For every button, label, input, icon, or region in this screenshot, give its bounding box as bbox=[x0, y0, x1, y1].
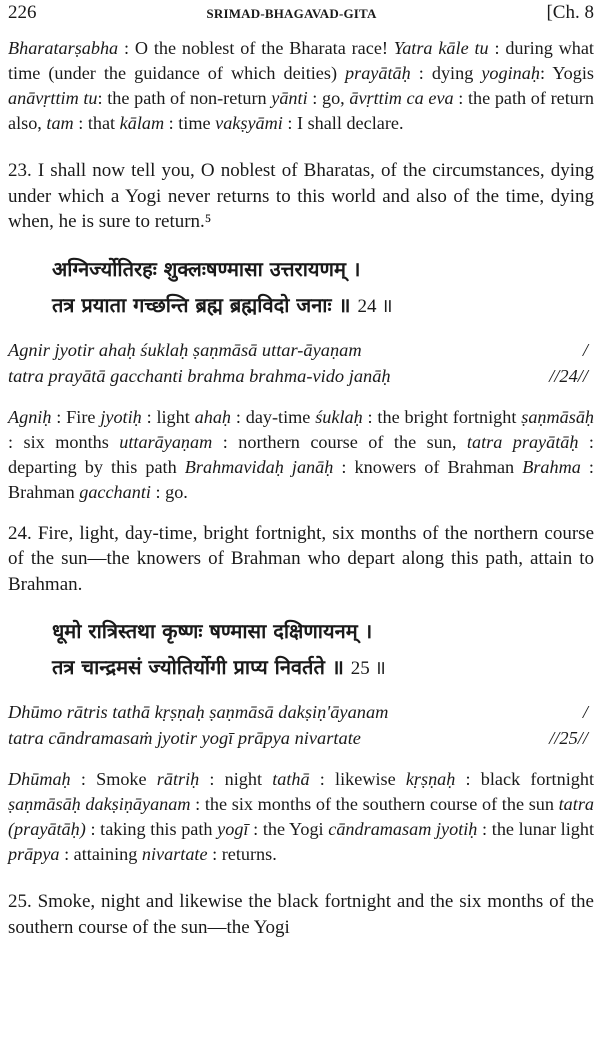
sanskrit-term: ṣaṇmāsāḥ bbox=[521, 406, 595, 427]
gloss-definition: : northern course of the sun, bbox=[212, 431, 467, 452]
sanskrit-term: tam bbox=[46, 113, 74, 133]
gloss-definition: : go, bbox=[307, 88, 350, 108]
gloss-definition: : during what time (under the guidance of which deities) bbox=[8, 38, 594, 83]
gloss-definition: : the six months of the southern course of the sun bbox=[190, 794, 559, 814]
gloss-definition: : the Yogi bbox=[248, 819, 329, 839]
gloss-definition: : the bright fortnight bbox=[362, 406, 522, 427]
sanskrit-term: uttarāyaṇam bbox=[119, 431, 213, 452]
sanskrit-term: anāvṛttim tu bbox=[8, 88, 98, 108]
sanskrit-line-1: धूमो रात्रिस्तथा कृष्णः षण्मासा दक्षिणायनम् । bbox=[52, 619, 373, 643]
word-gloss-verse-24 bbox=[8, 405, 594, 505]
sanskrit-term: prayātāḥ bbox=[345, 63, 411, 83]
gloss-definition: : night bbox=[199, 769, 273, 789]
sanskrit-term: jyotiḥ bbox=[100, 406, 142, 427]
sanskrit-verse-24 bbox=[8, 251, 594, 325]
word-gloss-verse-25 bbox=[8, 767, 594, 867]
sanskrit-term: tathā bbox=[272, 769, 310, 789]
gloss-definition: : attaining bbox=[59, 844, 142, 864]
sanskrit-term: Brahmavidaḥ janāḥ bbox=[184, 456, 334, 477]
page-number: 226 bbox=[8, 2, 37, 23]
gloss-definition: : likewise bbox=[309, 769, 406, 789]
transliteration-line-2: tatra prayātā gacchanti brahma brahma-vido janāḥ //24// bbox=[8, 365, 588, 386]
transliteration-line-2: tatra cāndramasaṁ jyotir yogī prāpya nivartate //25// bbox=[8, 728, 588, 748]
sanskrit-term: yogī bbox=[217, 819, 249, 839]
sanskrit-term: yānti bbox=[271, 88, 308, 108]
verse-number: 25 ॥ bbox=[350, 658, 386, 679]
gloss-definition: : day-time bbox=[231, 406, 316, 427]
gloss-definition: : Yogis bbox=[539, 63, 594, 83]
sanskrit-term: ahaḥ bbox=[194, 406, 232, 427]
gloss-definition: : the path of return also, bbox=[8, 88, 594, 133]
sanskrit-term: Bharatarṣabha bbox=[8, 38, 119, 58]
gloss-definition: : Smoke bbox=[70, 769, 157, 789]
translation-verse-25: 25. Smoke, night and likewise the black fortnight and the six months of the southern course of the sun—the Yogi bbox=[8, 891, 594, 938]
sanskrit-term: rātriḥ bbox=[156, 769, 200, 789]
sanskrit-term: kālam bbox=[119, 113, 165, 133]
sanskrit-line-2: तत्र चान्द्रमसं ज्योतिर्योगी प्राप्य निवर्तते ॥ 25 ॥ bbox=[52, 655, 386, 679]
sanskrit-line-2: तत्र प्रयाता गच्छन्ति ब्रह्म ब्रह्मविदो जनाः ॥ 24 ॥ bbox=[52, 292, 393, 317]
transliteration-line-1: Dhūmo rātris tathā kṛṣṇaḥ ṣaṇmāsā dakṣiṇ'āyanam / bbox=[8, 702, 588, 722]
gloss-definition: : six months bbox=[8, 431, 120, 452]
sanskrit-term: gacchanti bbox=[79, 481, 151, 502]
sanskrit-term: cāndramasam jyotiḥ bbox=[328, 819, 478, 839]
translation-verse-24: 24. Fire, light, day-time, bright fortnight, six months of the northern course of the sun—the knowers of Brahman who depart along this path, attain to Brahman. bbox=[8, 522, 594, 595]
verse-number: 24 ॥ bbox=[357, 295, 393, 317]
sanskrit-term: Yatra kāle tu bbox=[393, 38, 489, 58]
gloss-definition: : dying bbox=[410, 63, 482, 83]
chapter-label: [Ch. 8 bbox=[546, 2, 594, 23]
sanskrit-term: āvṛttim ca eva bbox=[349, 88, 454, 108]
sanskrit-term: tatra (prayātāḥ) bbox=[8, 794, 594, 839]
sanskrit-term: vakṣyāmi bbox=[215, 113, 283, 133]
gloss-definition: : time bbox=[164, 113, 216, 133]
gloss-definition: : black fortnight bbox=[455, 769, 594, 789]
sanskrit-line-1: अग्निर्ज्योतिरहः शुक्लःषण्मासा उत्तरायणम् । bbox=[52, 256, 361, 281]
sanskrit-term: Dhūmaḥ bbox=[8, 769, 71, 789]
sanskrit-term: kṛṣṇaḥ bbox=[405, 769, 456, 789]
gloss-definition: : O the noblest of the Bharata race! bbox=[118, 38, 394, 58]
gloss-definition: : Brahman bbox=[8, 456, 594, 502]
gloss-definition: : I shall declare. bbox=[282, 113, 404, 133]
transliteration-line-1: Agnir jyotir ahaḥ śuklaḥ ṣaṇmāsā uttar-āyaṇam / bbox=[8, 339, 588, 360]
sanskrit-term: prāpya bbox=[8, 844, 60, 864]
gloss-definition: : departing by this path bbox=[8, 431, 594, 477]
gloss-definition: : go. bbox=[150, 481, 188, 502]
sanskrit-term: nivartate bbox=[141, 844, 208, 864]
sanskrit-term: Agniḥ bbox=[8, 406, 52, 427]
sanskrit-term: ṣaṇmāsāḥ dakṣiṇāyanam bbox=[8, 794, 191, 814]
sanskrit-term: śuklaḥ bbox=[315, 406, 363, 427]
word-gloss-verse-22 bbox=[8, 36, 594, 136]
gloss-definition: : light bbox=[141, 406, 195, 427]
gloss-definition: : Fire bbox=[51, 406, 101, 427]
transliteration-verse-24 bbox=[8, 337, 594, 389]
gloss-definition: : the path of non-return bbox=[97, 88, 272, 108]
gloss-definition: : returns. bbox=[207, 844, 277, 864]
sanskrit-verse-25 bbox=[8, 613, 594, 687]
transliteration-verse-25 bbox=[8, 699, 594, 751]
sanskrit-term: tatra prayātāḥ bbox=[466, 431, 579, 452]
running-title: SRIMAD-BHAGAVAD-GITA bbox=[206, 6, 377, 21]
gloss-definition: : that bbox=[73, 113, 120, 133]
gloss-definition: : knowers of Brahman bbox=[333, 456, 523, 477]
sanskrit-term: Brahma bbox=[522, 456, 581, 477]
translation-verse-23: 23. I shall now tell you, O noblest of Bharatas, of the circumstances, dying under which a Yogi never returns to this world and also of the time, dying when, he is sure to return.⁵ bbox=[8, 160, 594, 232]
gloss-definition: : taking this path bbox=[85, 819, 218, 839]
running-head bbox=[8, 0, 594, 36]
sanskrit-term: yoginaḥ bbox=[481, 63, 540, 83]
gloss-definition: : the lunar light bbox=[477, 819, 595, 839]
